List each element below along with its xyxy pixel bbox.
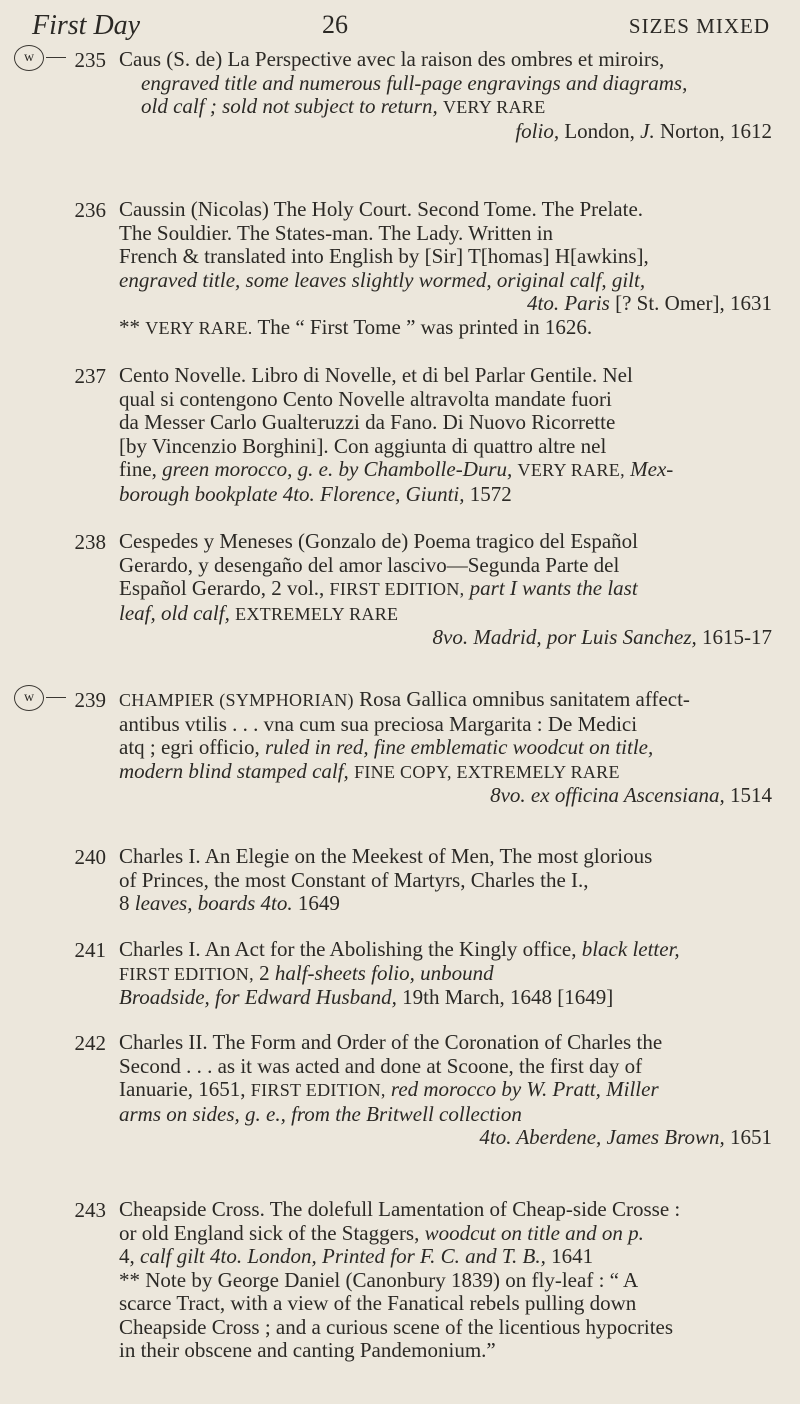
- text-run: 4to. London, Printed for F. C. and T. B.,: [210, 1244, 546, 1268]
- entry-description: [119, 688, 772, 808]
- lot-number-text: 235: [74, 48, 106, 72]
- description-line: [119, 48, 772, 72]
- text-run: Español Gerardo, 2 vol.,: [119, 576, 330, 600]
- description-line: [119, 1126, 772, 1150]
- text-run: VERY RARE.: [145, 317, 253, 338]
- text-run: antibus vtilis . . . vna cum sua preciosa Margarita : De Medici: [119, 711, 638, 736]
- text-run: 1615-17: [696, 625, 772, 649]
- text-run: [? St. Omer], 1631: [609, 291, 772, 315]
- description-line: [119, 1245, 772, 1269]
- text-run: qual si contengono Cento Novelle altravolta mandate fuori: [119, 386, 612, 411]
- text-run: Cheapside Cross ; and a curious scene of the licentious hypocrites: [119, 1314, 674, 1339]
- text-run: VERY RARE,: [517, 460, 625, 480]
- description-line: [119, 986, 772, 1010]
- text-run: 4to. Paris: [527, 291, 610, 315]
- lot-number-text: 239: [74, 688, 106, 712]
- text-run: 8vo. ex officina Ascensiana,: [490, 783, 725, 807]
- description-line: [119, 1031, 772, 1055]
- text-run: Norton, 1612: [654, 118, 772, 143]
- text-run: 2: [253, 960, 275, 985]
- description-line: [119, 269, 772, 293]
- lot-number-text: 242: [74, 1031, 106, 1055]
- description-line: [119, 938, 772, 962]
- text-run: fine,: [119, 457, 163, 481]
- lot-number-text: 243: [74, 1198, 106, 1222]
- text-run: Cheapside Cross. The dolefull Lamentation of Cheap-side Crosse :: [119, 1197, 681, 1221]
- handwritten-circle-mark: w: [14, 45, 44, 71]
- text-run: Rosa Gallica omnibus sanitatem affect-: [353, 687, 690, 711]
- text-run: **: [119, 314, 146, 339]
- description-line: [119, 1103, 772, 1127]
- text-run: FIRST EDITION,: [329, 579, 465, 599]
- description-line: [119, 411, 772, 435]
- text-run: FINE COPY, EXTREMELY RARE: [354, 761, 620, 782]
- entry-description: [119, 48, 772, 143]
- description-line: [119, 458, 772, 483]
- description-line: [119, 198, 772, 222]
- description-line: [119, 316, 772, 341]
- description-line: [119, 388, 772, 412]
- description-line: [119, 688, 772, 713]
- text-run: 4to.: [260, 891, 293, 915]
- description-line: [119, 713, 772, 737]
- description-line: [119, 120, 772, 144]
- text-run: London,: [559, 118, 641, 143]
- description-line: [119, 626, 772, 650]
- text-run: The “ First Tome ” was printed in 1626.: [252, 314, 593, 339]
- text-run: Broadside, for Edward Husband,: [119, 985, 397, 1009]
- handwritten-dash-mark: [46, 697, 66, 698]
- text-run: Cespedes y Meneses (Gonzalo de) Poema tragico del Español: [119, 529, 639, 553]
- text-run: scarce Tract, with a view of the Fanatical rebels pulling down: [119, 1291, 637, 1315]
- text-run: French & translated into English by [Sir] T[homas] H[awkins],: [119, 244, 649, 268]
- lot-number-text: 236: [74, 198, 106, 222]
- entry-description: [119, 364, 772, 506]
- text-run: da Messer Carlo Gualteruzzi da Fano. Di Nuovo Ricorrette: [119, 410, 616, 434]
- text-run: J.: [640, 118, 655, 143]
- description-line: [119, 892, 772, 916]
- description-line: [119, 602, 772, 627]
- description-line: [119, 554, 772, 578]
- description-line: [119, 577, 772, 602]
- description-line: [119, 1269, 772, 1293]
- text-run: FIRST EDITION,: [119, 963, 254, 984]
- text-run: Second . . . as it was acted and done at Scoone, the first day of: [119, 1053, 643, 1078]
- section-heading: SIZES MIXED: [628, 14, 770, 38]
- text-run: woodcut on title and on p.: [424, 1220, 644, 1245]
- description-line: [119, 1339, 772, 1363]
- description-line: [119, 1198, 772, 1222]
- text-run: black letter,: [581, 937, 680, 961]
- description-line: [119, 784, 772, 808]
- lot-number-text: 241: [74, 938, 106, 962]
- text-run: leaf, old calf,: [119, 600, 230, 625]
- text-run: Charles I. An Elegie on the Meekest of Men, The most glorious: [119, 844, 653, 868]
- page-header: [32, 10, 770, 42]
- text-run: The Souldier. The States-man. The Lady. Written in: [119, 220, 554, 245]
- entry-description: [119, 530, 772, 650]
- text-run: part I wants the last: [469, 576, 638, 600]
- lot-number-text: 237: [74, 364, 106, 388]
- text-run: 1641: [545, 1244, 594, 1268]
- text-run: 4to. Aberdene, James Brown,: [479, 1125, 725, 1149]
- text-run: ruled in red, fine emblematic woodcut on title,: [265, 735, 654, 759]
- entry-description: [119, 1031, 772, 1150]
- description-line: [119, 1222, 772, 1246]
- description-line: [119, 364, 772, 388]
- description-line: [119, 72, 772, 96]
- handwritten-dash-mark: [46, 57, 66, 58]
- description-line: [119, 95, 772, 120]
- lot-number-text: 240: [74, 845, 106, 869]
- description-line: [119, 962, 772, 987]
- text-run: VERY RARE: [442, 97, 546, 117]
- text-run: [by Vincenzio Borghini]. Con aggiunta di quattro altre nel: [119, 433, 607, 458]
- description-line: [119, 736, 772, 760]
- text-run: engraved title and numerous full-page engravings and diagrams,: [141, 70, 688, 95]
- text-run: 19th March, 1648 [1649]: [396, 985, 614, 1009]
- text-run: 8vo. Madrid, por Luis Sanchez,: [432, 625, 697, 649]
- description-line: [119, 869, 772, 893]
- description-line: [119, 760, 772, 785]
- text-run: Charles II. The Form and Order of the Coronation of Charles the: [119, 1030, 663, 1054]
- text-run: borough bookplate: [119, 481, 278, 506]
- description-line: [119, 1316, 772, 1340]
- description-line: [119, 1055, 772, 1079]
- text-run: modern blind stamped calf,: [119, 758, 349, 783]
- handwritten-circle-mark: w: [14, 685, 44, 711]
- text-run: FIRST EDITION,: [250, 1080, 386, 1100]
- entry-description: [119, 198, 772, 340]
- text-run: 1649: [292, 891, 340, 915]
- text-run: 4,: [119, 1244, 140, 1268]
- description-line: [119, 292, 772, 316]
- text-run: 1651: [724, 1125, 772, 1149]
- text-run: or old England sick of the Staggers,: [119, 1220, 425, 1245]
- text-run: EXTREMELY RARE: [235, 603, 399, 624]
- lot-number-text: 238: [74, 530, 106, 554]
- text-run: 8: [119, 891, 135, 915]
- page-number: 26: [322, 10, 348, 39]
- text-run: engraved title, some leaves slightly wormed, original calf, gilt,: [119, 267, 646, 292]
- description-line: [119, 1292, 772, 1316]
- text-run: atq ; egri officio,: [119, 735, 265, 759]
- text-run: old calf ; sold not subject to return,: [141, 94, 438, 118]
- text-run: 1514: [724, 783, 772, 807]
- text-run: green morocco, g. e. by Chambolle-Duru,: [162, 457, 513, 481]
- text-run: arms on sides, g. e., from the Britwell collection: [119, 1101, 522, 1126]
- day-heading: First Day: [32, 10, 141, 41]
- text-run: ** Note by George Daniel (Canonbury 1839) on fly-leaf : “ A: [119, 1267, 639, 1292]
- entry-description: [119, 845, 772, 916]
- text-run: Ianuarie, 1651,: [119, 1077, 251, 1101]
- description-line: [119, 530, 772, 554]
- description-line: [119, 435, 772, 459]
- description-line: [119, 845, 772, 869]
- description-line: [119, 483, 772, 507]
- text-run: Charles I. An Act for the Abolishing the Kingly office,: [119, 937, 582, 961]
- text-run: Mex-: [630, 457, 674, 481]
- entry-description: [119, 938, 772, 1010]
- text-run: folio,: [515, 118, 560, 143]
- text-run: 1572: [464, 481, 512, 506]
- description-line: [119, 1078, 772, 1103]
- text-run: red morocco by W. Pratt, Miller: [390, 1077, 659, 1101]
- entry-description: [119, 1198, 772, 1363]
- text-run: half-sheets folio, unbound: [274, 960, 494, 985]
- description-line: [119, 245, 772, 269]
- text-run: of Princes, the most Constant of Martyrs, Charles the I.,: [119, 867, 589, 892]
- description-line: [119, 222, 772, 246]
- text-run: Gerardo, y desengaño del amor lascivo—Segunda Parte del: [119, 552, 620, 577]
- text-run: CHAMPIER (SYMPHORIAN): [119, 690, 354, 710]
- text-run: in their obscene and canting Pandemonium.”: [119, 1338, 496, 1362]
- text-run: 4to. Florence, Giunti,: [282, 481, 465, 506]
- text-run: Caus (S. de) La Perspective avec la raison des ombres et miroirs,: [119, 47, 665, 71]
- text-run: Cento Novelle. Libro di Novelle, et di bel Parlar Gentile. Nel: [119, 363, 633, 387]
- text-run: Caussin (Nicolas) The Holy Court. Second Tome. The Prelate.: [119, 197, 644, 221]
- text-run: calf gilt: [140, 1244, 205, 1268]
- text-run: leaves, boards: [134, 891, 256, 915]
